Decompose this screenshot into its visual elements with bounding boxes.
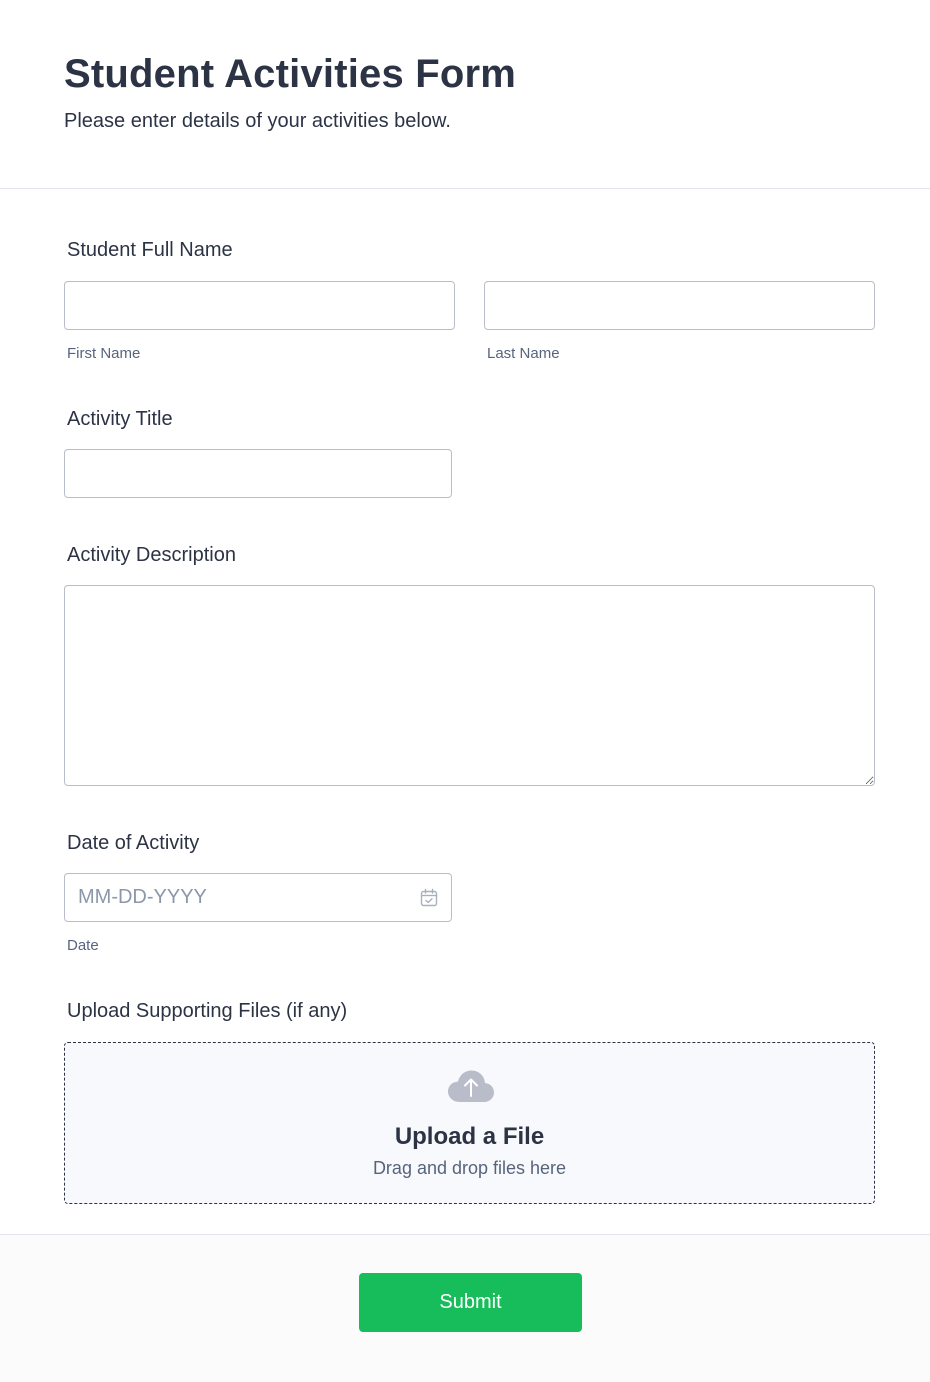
first-name-sublabel: First Name <box>67 345 141 362</box>
submit-button[interactable]: Submit <box>359 1273 582 1332</box>
student-full-name-label: Student Full Name <box>67 239 233 261</box>
page-subtitle: Please enter details of your activities below. <box>64 110 451 132</box>
page-title: Student Activities Form <box>64 52 517 96</box>
date-of-activity-label: Date of Activity <box>67 832 200 854</box>
cloud-upload-icon <box>447 1069 495 1105</box>
file-upload-dropzone[interactable] <box>64 1042 875 1204</box>
last-name-input[interactable] <box>484 281 875 330</box>
upload-title: Upload a File <box>394 1123 545 1150</box>
upload-hint: Drag and drop files here <box>372 1158 567 1178</box>
activity-description-label: Activity Description <box>67 544 236 566</box>
first-name-input[interactable] <box>64 281 455 330</box>
calendar-icon[interactable] <box>419 888 439 908</box>
date-input[interactable] <box>64 873 452 922</box>
date-sublabel: Date <box>67 937 99 954</box>
last-name-sublabel: Last Name <box>487 345 560 362</box>
form-header <box>0 0 930 189</box>
activity-description-textarea[interactable] <box>64 585 875 786</box>
activity-title-label: Activity Title <box>67 408 173 430</box>
activity-title-input[interactable] <box>64 449 452 498</box>
upload-files-label: Upload Supporting Files (if any) <box>67 1000 348 1022</box>
form-footer <box>0 1234 930 1382</box>
